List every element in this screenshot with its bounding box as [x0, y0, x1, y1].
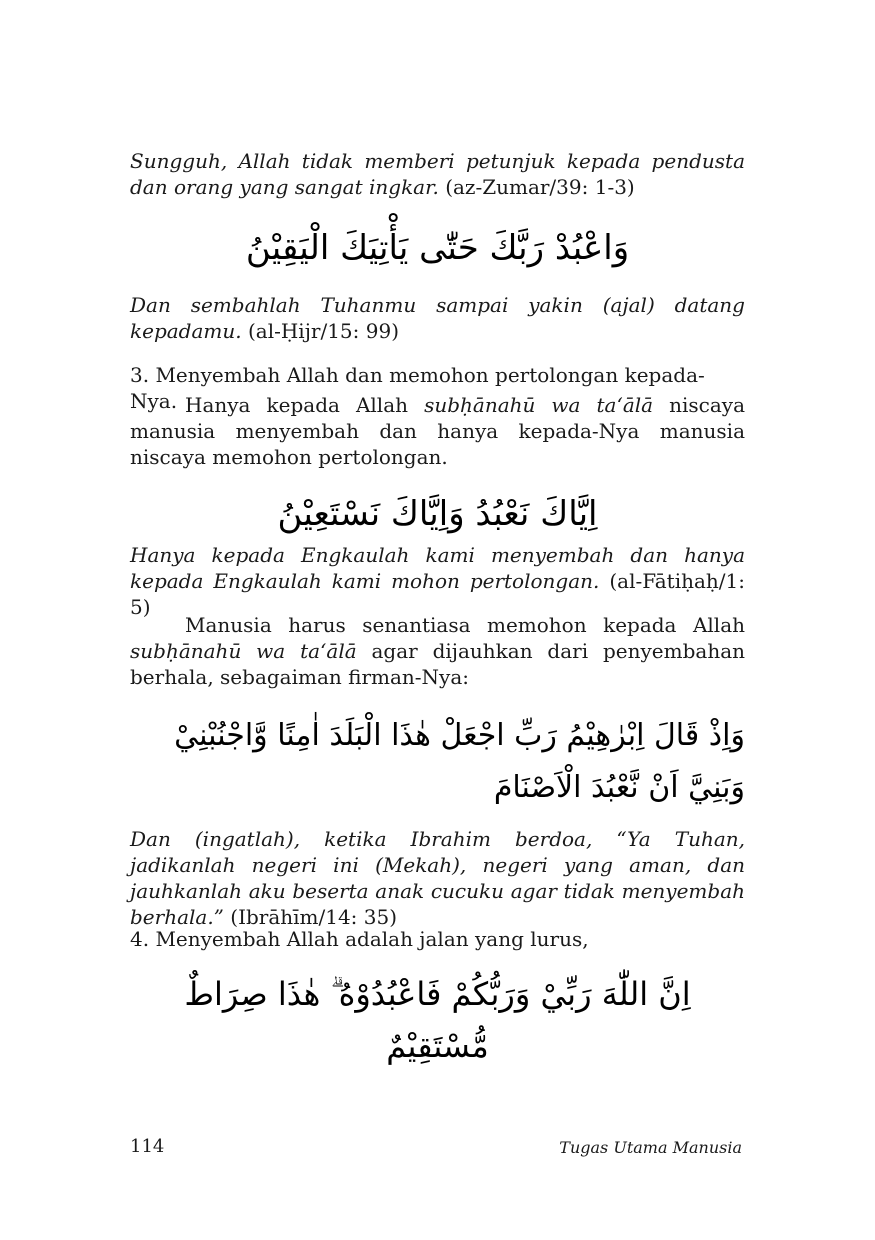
honorific-text: subḥānahū wa ta‘ālā	[424, 393, 654, 417]
paragraph-point-3	[130, 392, 745, 470]
body-text: Hanya kepada Allah	[185, 393, 409, 417]
paragraph-berhala	[130, 612, 745, 690]
book-page	[130, 0, 745, 1240]
running-title: Tugas Utama Manusia	[559, 1138, 742, 1157]
verse-reference: (al-Ḥijr/15: 99)	[247, 319, 399, 343]
body-text: Manusia harus senantiasa memohon kepada Allah	[185, 613, 745, 637]
point-heading-4: 4. Menyembah Allah adalah jalan yang lurus,	[130, 927, 589, 951]
body-text: niscaya manusia menyembah dan hanya kepada-Nya manusia niscaya memohon pertolongan.	[130, 393, 746, 469]
arabic-verse-ibrahim: وَاِذْ قَالَ اِبْرٰهِيْمُ رَبِّ اجْعَلْ هٰذَا الْبَلَدَ اٰمِنًا وَّاجْنُبْنِيْ وَبَنِيَّ اَنْ نَّعْبُدَ الْاَصْنَامَ	[174, 718, 745, 805]
translation-text: Dan (ingatlah), ketika Ibrahim berdoa, “Ya Tuhan, jadikanlah negeri ini (Mekah), negeri yang aman, dan jauhkanlah aku beserta anak cucuku agar tidak menyembah berhala.”	[130, 827, 745, 929]
verse-reference: (Ibrāhīm/14: 35)	[230, 905, 398, 929]
translation-text: Sungguh, Allah tidak memberi petunjuk kepada pendusta dan orang yang sangat ingkar.	[130, 149, 745, 199]
arabic-verse-fatihah: اِيَّاكَ نَعْبُدُ وَاِيَّاكَ نَسْتَعِيْنُ	[277, 494, 598, 534]
point-heading-3: 3. Menyembah Allah dan memohon pertolongan kepada-Nya.	[130, 363, 705, 413]
paragraph-zumar	[130, 148, 745, 200]
translation-text: Dan sembahlah Tuhanmu sampai yakin (ajal) datang kepadamu.	[130, 293, 745, 343]
translation-text: Hanya kepada Engkaulah kami menyembah dan hanya kepada Engkaulah kami mohon pertolongan.	[130, 543, 745, 593]
body-text: agar dijauhkan dari penyembahan berhala, sebagaiman firman-Nya:	[130, 639, 745, 689]
paragraph-hijr	[130, 292, 745, 344]
arabic-verse-hijr: وَاعْبُدْ رَبَّكَ حَتّٰى يَأْتِيَكَ الْيَقِيْنُ	[245, 228, 630, 268]
verse-reference: (al-Fātiḥaḥ/1: 5)	[130, 569, 745, 619]
page-number: 114	[130, 1136, 165, 1157]
paragraph-ibrahim	[130, 826, 745, 930]
paragraph-fatihah	[130, 542, 745, 620]
arabic-verse-straight-path: اِنَّ اللّٰهَ رَبِّيْ وَرَبُّكُمْ فَاعْبُدُوْهُ ۗ هٰذَا صِرَاطٌ مُّسْتَقِيْمٌ	[184, 975, 691, 1065]
honorific-text: subḥānahū wa ta‘ālā	[130, 639, 357, 663]
verse-reference: (az-Zumar/39: 1-3)	[445, 175, 635, 199]
